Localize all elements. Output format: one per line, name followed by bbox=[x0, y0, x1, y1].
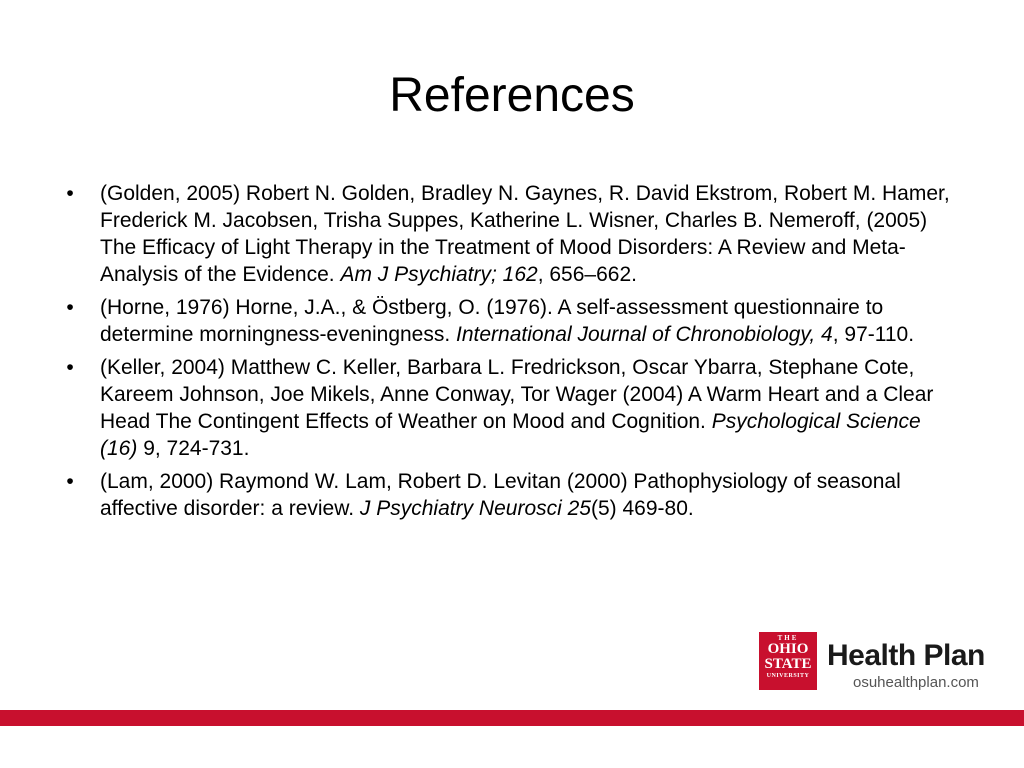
ohio-state-seal-icon bbox=[759, 632, 817, 690]
reference-text: (Keller, 2004) Matthew C. Keller, Barbara L. Fredrickson, Oscar Ybarra, Stephane Cote, Kareem Johnson, Joe Mikels, Anne Conway, Tor Wager (2004) A Warm Heart and a Clear Head The Contingent Effects of Weather on Mood and Cognition. bbox=[100, 356, 934, 433]
reference-item bbox=[60, 354, 950, 462]
reference-pages: , 656–662. bbox=[537, 263, 637, 286]
bullet-icon: • bbox=[66, 356, 74, 379]
reference-journal: J Psychiatry Neurosci 25 bbox=[359, 497, 591, 520]
bullet-icon: • bbox=[66, 470, 74, 493]
brand-name: Health Plan bbox=[827, 639, 985, 672]
seal-top-text: THE bbox=[777, 634, 799, 642]
bullet-icon: • bbox=[66, 296, 74, 319]
reference-pages: (5) 469-80. bbox=[591, 497, 694, 520]
reference-item bbox=[60, 180, 950, 288]
bullet-icon: • bbox=[66, 182, 74, 205]
footer-accent-bar bbox=[0, 710, 1024, 726]
slide-title: References bbox=[389, 69, 635, 122]
seal-bottom-text: UNIVERSITY bbox=[766, 673, 810, 679]
reference-journal: Am J Psychiatry; 162 bbox=[340, 263, 538, 286]
reference-text: (Golden, 2005) Robert N. Golden, Bradley N. Gaynes, R. David Ekstrom, Robert M. Hamer, Frederick M. Jacobsen, Trisha Suppes, Katherine L. Wisner, Charles B. Nemeroff, (2005) The Efficacy of Light Therapy in the Treatment of Mood Disorders: A Review and Meta-Analysis of the Evidence. bbox=[100, 182, 950, 286]
osu-health-plan-logo bbox=[759, 632, 985, 694]
seal-line-1: OHIO bbox=[767, 641, 809, 657]
reference-journal: International Journal of Chronobiology, 4 bbox=[456, 323, 833, 346]
brand-url: osuhealthplan.com bbox=[853, 674, 979, 691]
reference-list bbox=[60, 180, 950, 528]
reference-item bbox=[60, 468, 950, 522]
reference-pages: 9, 724-731. bbox=[137, 437, 250, 460]
reference-item bbox=[60, 294, 950, 348]
reference-journal: Psychological Science (16) bbox=[100, 410, 921, 460]
reference-text: (Horne, 1976) Horne, J.A., & Östberg, O. (1976). A self-assessment questionnaire to determine morningness-eveningness. bbox=[100, 296, 884, 346]
reference-pages: , 97-110. bbox=[832, 323, 915, 346]
seal-line-2: STATE bbox=[764, 656, 812, 672]
reference-text: (Lam, 2000) Raymond W. Lam, Robert D. Levitan (2000) Pathophysiology of seasonal affective disorder: a review. bbox=[100, 470, 901, 520]
